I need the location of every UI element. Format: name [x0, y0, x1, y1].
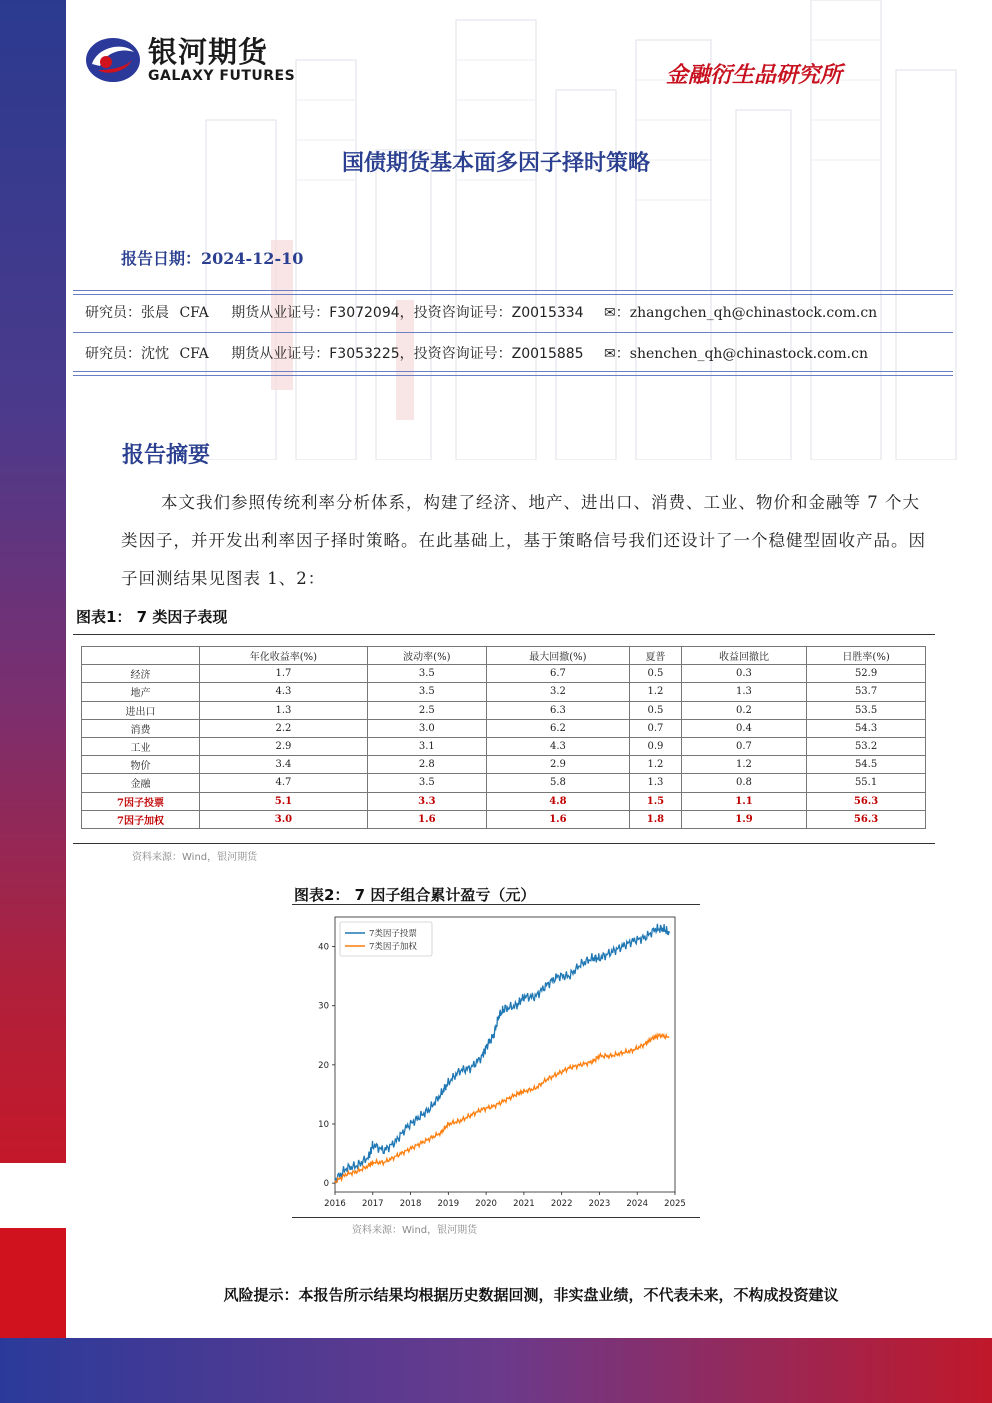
table-cell: 53.7 [807, 683, 926, 701]
table-cell: 2.9 [199, 737, 367, 755]
table-cell: 3.5 [367, 683, 486, 701]
divider-line [73, 375, 953, 376]
researcher-license: 期货从业证号：F3072094，投资咨询证号：Z0015334 [231, 305, 584, 321]
summary-heading: 报告摘要 [122, 442, 211, 468]
table-cell: 1.8 [630, 810, 682, 828]
figure2-bottom-rule [292, 1217, 700, 1218]
table-cell: 3.5 [367, 665, 486, 683]
table-cell: 3.2 [486, 683, 629, 701]
table-row [82, 756, 926, 774]
table-cell: 1.9 [681, 810, 806, 828]
company-logo [84, 34, 295, 86]
table-cell: 0.8 [681, 774, 806, 792]
table-cell: 53.5 [807, 701, 926, 719]
table-cell: 4.3 [486, 737, 629, 755]
y-tick-label: 10 [318, 1119, 329, 1130]
table-cell: 54.5 [807, 756, 926, 774]
researcher-name: 研究员：张晨 [85, 305, 169, 321]
table-header-cell: 波动率(%) [367, 647, 486, 665]
table-cell: 4.3 [199, 683, 367, 701]
x-tick-label: 2025 [664, 1199, 686, 1209]
factor-name-cell: 金融 [82, 774, 200, 792]
researcher-cfa: CFA [179, 305, 209, 321]
table-cell: 1.2 [681, 756, 806, 774]
table-cell: 0.5 [630, 701, 682, 719]
cumulative-pnl-chart [292, 905, 700, 1218]
table-cell: 5.8 [486, 774, 629, 792]
divider-line [73, 332, 953, 333]
table-header-cell [82, 647, 200, 665]
document-title: 国债期货基本面多因子择时策略 [341, 150, 650, 176]
table-cell: 1.7 [199, 665, 367, 683]
table-cell: 0.5 [630, 665, 682, 683]
table-cell: 0.9 [630, 737, 682, 755]
table-cell: 3.0 [199, 810, 367, 828]
table-header-cell: 年化收益率(%) [199, 647, 367, 665]
y-tick-label: 40 [318, 942, 329, 953]
table-cell: 1.3 [199, 701, 367, 719]
y-tick-label: 30 [318, 1001, 329, 1012]
table-cell: 1.6 [486, 810, 629, 828]
y-tick-label: 0 [323, 1179, 329, 1190]
figure1-bottom-rule [73, 843, 935, 844]
table-row [82, 719, 926, 737]
factor-name-cell: 7因子加权 [82, 810, 200, 828]
institute-name: 金融衍生品研究所 [665, 62, 842, 88]
researcher-row [85, 302, 877, 322]
table-row [82, 683, 926, 701]
table-cell: 0.4 [681, 719, 806, 737]
table-cell: 56.3 [807, 792, 926, 810]
x-tick-label: 2022 [550, 1199, 573, 1209]
table-cell: 1.1 [681, 792, 806, 810]
table-cell: 1.6 [367, 810, 486, 828]
factor-name-cell: 工业 [82, 737, 200, 755]
researcher-email[interactable]: zhangchen_qh@chinastock.com.cn [629, 305, 878, 321]
table-row [82, 665, 926, 683]
table-cell: 1.2 [630, 756, 682, 774]
factor-name-cell: 物价 [82, 756, 200, 774]
report-date: 报告日期：2024-12-10 [121, 249, 304, 268]
table-cell: 5.1 [199, 792, 367, 810]
table-cell: 1.5 [630, 792, 682, 810]
figure1-top-rule [73, 634, 935, 635]
x-tick-label: 2023 [588, 1199, 611, 1209]
table-cell: 2.8 [367, 756, 486, 774]
table-cell: 2.9 [486, 756, 629, 774]
table-cell: 6.2 [486, 719, 629, 737]
table-cell: 0.3 [681, 665, 806, 683]
researcher-license: 期货从业证号：F3053225，投资咨询证号：Z0015885 [231, 346, 584, 362]
researcher-row [85, 343, 868, 363]
researcher-cfa: CFA [179, 346, 209, 362]
table-cell: 56.3 [807, 810, 926, 828]
table-row [82, 810, 926, 828]
table-cell: 2.2 [199, 719, 367, 737]
factor-name-cell: 进出口 [82, 701, 200, 719]
factor-name-cell: 消费 [82, 719, 200, 737]
table-cell: 55.1 [807, 774, 926, 792]
table-cell: 3.3 [367, 792, 486, 810]
bottom-gradient-band [0, 1338, 992, 1403]
divider-line [73, 371, 953, 372]
x-tick-label: 2021 [513, 1199, 535, 1209]
table-cell: 1.3 [681, 683, 806, 701]
logo-chinese-name: 银河期货 [148, 35, 269, 69]
figure2-title: 图表2： 7 因子组合累计盈亏（元） [294, 886, 536, 904]
table-cell: 1.3 [630, 774, 682, 792]
figure1-source: 资料来源：Wind，银河期货 [132, 852, 258, 863]
legend-label: 7类因子加权 [369, 942, 417, 952]
table-cell: 3.1 [367, 737, 486, 755]
table-row [82, 792, 926, 810]
table-row [82, 737, 926, 755]
divider-line [73, 290, 953, 291]
summary-paragraph: 本文我们参照传统利率分析体系，构建了经济、地产、进出口、消费、工业、物价和金融等 7 个大类因子，并开发出利率因子择时策略。在此基础上，基于策略信号我们还设计了一个稳健型固收产品。因子回测结果见图表 1、2： [121, 493, 926, 588]
x-tick-label: 2020 [475, 1199, 497, 1209]
table-row [82, 774, 926, 792]
galaxy-logo-icon [84, 34, 142, 86]
table-header-cell: 收益回撤比 [681, 647, 806, 665]
table-cell: 54.3 [807, 719, 926, 737]
table-header-cell: 日胜率(%) [807, 647, 926, 665]
table-row [82, 701, 926, 719]
researcher-email[interactable]: shenchen_qh@chinastock.com.cn [629, 346, 868, 362]
figure2-source: 资料来源：Wind，银河期货 [352, 1225, 478, 1236]
researcher-name: 研究员：沈忱 [85, 346, 169, 362]
table-cell: 0.7 [630, 719, 682, 737]
table-cell: 6.3 [486, 701, 629, 719]
factor-name-cell: 地产 [82, 683, 200, 701]
table-cell: 4.7 [199, 774, 367, 792]
factor-name-cell: 经济 [82, 665, 200, 683]
factor-name-cell: 7因子投票 [82, 792, 200, 810]
table-header-cell: 夏普 [630, 647, 682, 665]
table-cell: 52.9 [807, 665, 926, 683]
left-red-block [0, 1228, 66, 1338]
table-cell: 3.5 [367, 774, 486, 792]
x-tick-label: 2017 [361, 1199, 384, 1209]
table-cell: 3.4 [199, 756, 367, 774]
table-cell: 53.2 [807, 737, 926, 755]
table-cell: 6.7 [486, 665, 629, 683]
x-tick-label: 2024 [626, 1199, 649, 1209]
mail-icon: ✉： [604, 305, 630, 321]
y-tick-label: 20 [318, 1060, 329, 1071]
mail-icon: ✉： [604, 346, 630, 362]
table-header-cell: 最大回撤(%) [486, 647, 629, 665]
risk-warning: 风险提示：本报告所示结果均根据历史数据回测，非实盘业绩，不代表未来，不构成投资建议 [223, 1286, 839, 1304]
table-header-row [82, 647, 926, 665]
legend-label: 7类因子投票 [369, 929, 417, 939]
table-cell: 2.5 [367, 701, 486, 719]
logo-english-name: GALAXY FUTURES [148, 68, 296, 84]
factor-performance-table [81, 646, 926, 829]
figure1-title: 图表1： 7 类因子表现 [76, 608, 228, 626]
plot-area [335, 917, 675, 1192]
table-cell: 0.2 [681, 701, 806, 719]
table-cell: 0.7 [681, 737, 806, 755]
table-cell: 1.2 [630, 683, 682, 701]
table-cell: 4.8 [486, 792, 629, 810]
x-tick-label: 2019 [437, 1199, 460, 1209]
x-tick-label: 2018 [399, 1199, 422, 1209]
table-cell: 3.0 [367, 719, 486, 737]
divider-line [73, 294, 953, 295]
x-tick-label: 2016 [324, 1199, 346, 1209]
